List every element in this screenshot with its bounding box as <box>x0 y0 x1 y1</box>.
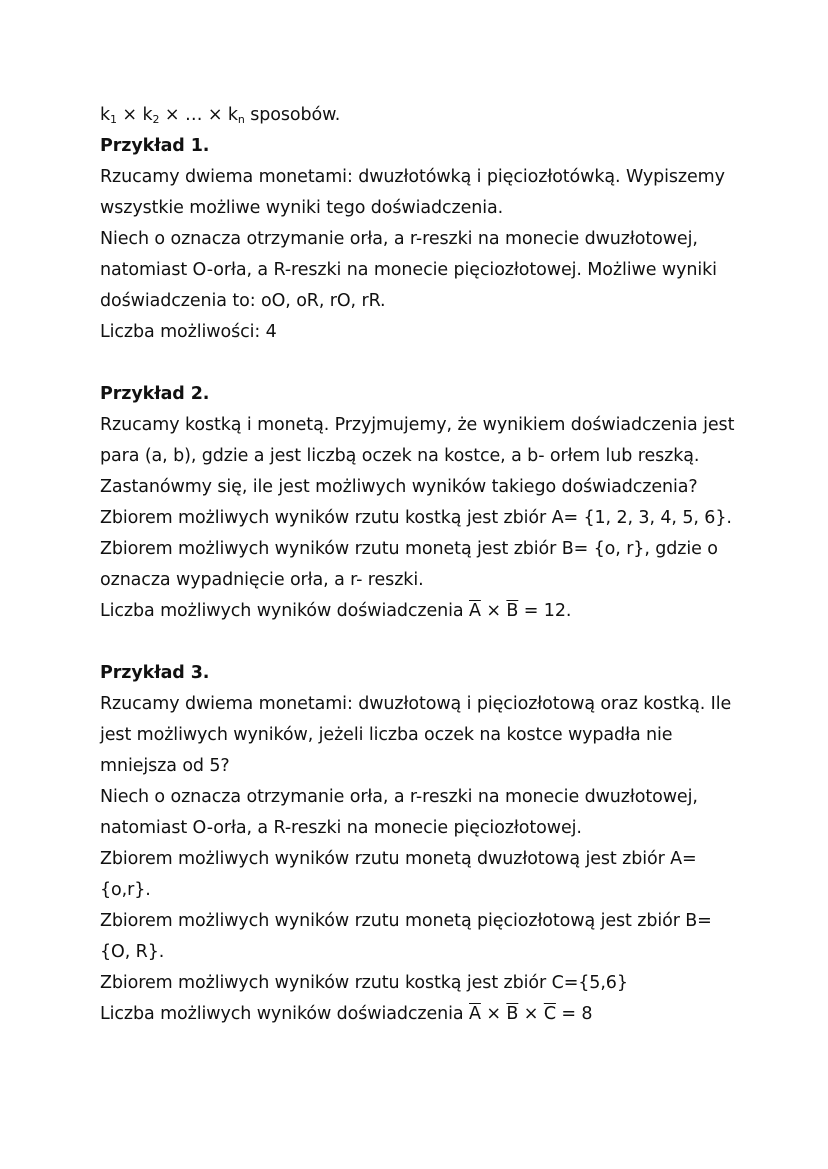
formula-tail: sposobów. <box>250 105 341 125</box>
result-prefix: Liczba możliwych wyników doświadczenia <box>100 601 464 621</box>
formula-times-2: × <box>164 105 180 125</box>
intro-formula-line <box>100 100 760 131</box>
example-3 <box>100 658 760 1030</box>
example-text-line: Zbiorem możliwych wyników rzutu kostką jest zbiór C={5,6} <box>100 973 628 993</box>
example-text-line: jest możliwych wyników, jeżeli liczba oczek na kostce wypadła nie <box>100 725 673 745</box>
example-text-line: Zastanówmy się, ile jest możliwych wyników takiego doświadczenia? <box>100 477 698 497</box>
result-value: = 12. <box>523 601 572 621</box>
times-sign: × <box>486 1004 501 1024</box>
example-text-line: oznacza wypadnięcie orła, a r- reszki. <box>100 570 424 590</box>
result-prefix: Liczba możliwych wyników doświadczenia <box>100 1004 464 1024</box>
formula-ellipsis: … <box>184 105 203 125</box>
example-text-line: Rzucamy dwiema monetami: dwuzłotówką i pięciozłotówką. Wypiszemy <box>100 167 725 187</box>
set-c-cardinality: $\overline{C}$ <box>543 1004 556 1024</box>
example-text-line: Niech o oznacza otrzymanie orła, a r-reszki na monecie dwuzłotowej, <box>100 229 698 249</box>
example-title: Przykład 2. <box>100 384 210 404</box>
formula-times-1: × <box>122 105 137 125</box>
example-text-line: {o,r}. <box>100 880 151 900</box>
set-b-cardinality: $\overline{B}$ <box>506 601 519 621</box>
example-text-line: {O, R}. <box>100 942 165 962</box>
example-text-line: Rzucamy kostką i monetą. Przyjmujemy, że wynikiem doświadczenia jest <box>100 415 735 435</box>
example-2 <box>100 379 760 627</box>
example-title: Przykład 3. <box>100 663 210 683</box>
result-value: = 8 <box>561 1004 593 1024</box>
spacer <box>100 348 760 379</box>
spacer <box>100 627 760 658</box>
example-result-line <box>100 999 760 1030</box>
example-text-line: para (a, b), gdzie a jest liczbą oczek na kostce, a b- orłem lub reszką. <box>100 446 700 466</box>
example-text-line: Niech o oznacza otrzymanie orła, a r-reszki na monecie dwuzłotowej, <box>100 787 698 807</box>
formula-times-3: × <box>207 105 223 125</box>
formula-k1: $k_1$ <box>100 105 117 126</box>
example-title: Przykład 1. <box>100 136 210 156</box>
example-text-line: Rzucamy dwiema monetami: dwuzłotową i pięciozłotową oraz kostką. Ile <box>100 694 732 714</box>
times-sign: × <box>523 1004 539 1024</box>
formula-k2: $k_2$ <box>142 105 160 126</box>
set-b-cardinality: $\overline{B}$ <box>506 1004 519 1024</box>
example-text-line: Zbiorem możliwych wyników rzutu monetą pięciozłotową jest zbiór B= <box>100 911 712 931</box>
times-sign: × <box>486 601 501 621</box>
example-text-line: doświadczenia to: oO, oR, rO, rR. <box>100 291 386 311</box>
example-text-line: Zbiorem możliwych wyników rzutu monetą dwuzłotową jest zbiór A= <box>100 849 697 869</box>
example-1 <box>100 131 760 348</box>
example-result-line <box>100 596 760 627</box>
example-text-line: Zbiorem możliwych wyników rzutu monetą jest zbiór B= {o, r}, gdzie o <box>100 539 718 559</box>
example-text-line: natomiast O-orła, a R-reszki na monecie pięciozłotowej. Możliwe wyniki <box>100 260 717 280</box>
formula-kn: $k_n$ <box>227 105 245 126</box>
set-a-cardinality: $\overline{A}$ <box>469 601 481 621</box>
document-page <box>100 100 760 1030</box>
example-text-line: natomiast O-orła, a R-reszki na monecie pięciozłotowej. <box>100 818 582 838</box>
example-text-line: Liczba możliwości: 4 <box>100 322 277 342</box>
example-text-line: wszystkie możliwe wyniki tego doświadczenia. <box>100 198 504 218</box>
set-a-cardinality: $\overline{A}$ <box>469 1004 481 1024</box>
example-text-line: Zbiorem możliwych wyników rzutu kostką jest zbiór A= {1, 2, 3, 4, 5, 6}. <box>100 508 732 528</box>
example-text-line: mniejsza od 5? <box>100 756 230 776</box>
